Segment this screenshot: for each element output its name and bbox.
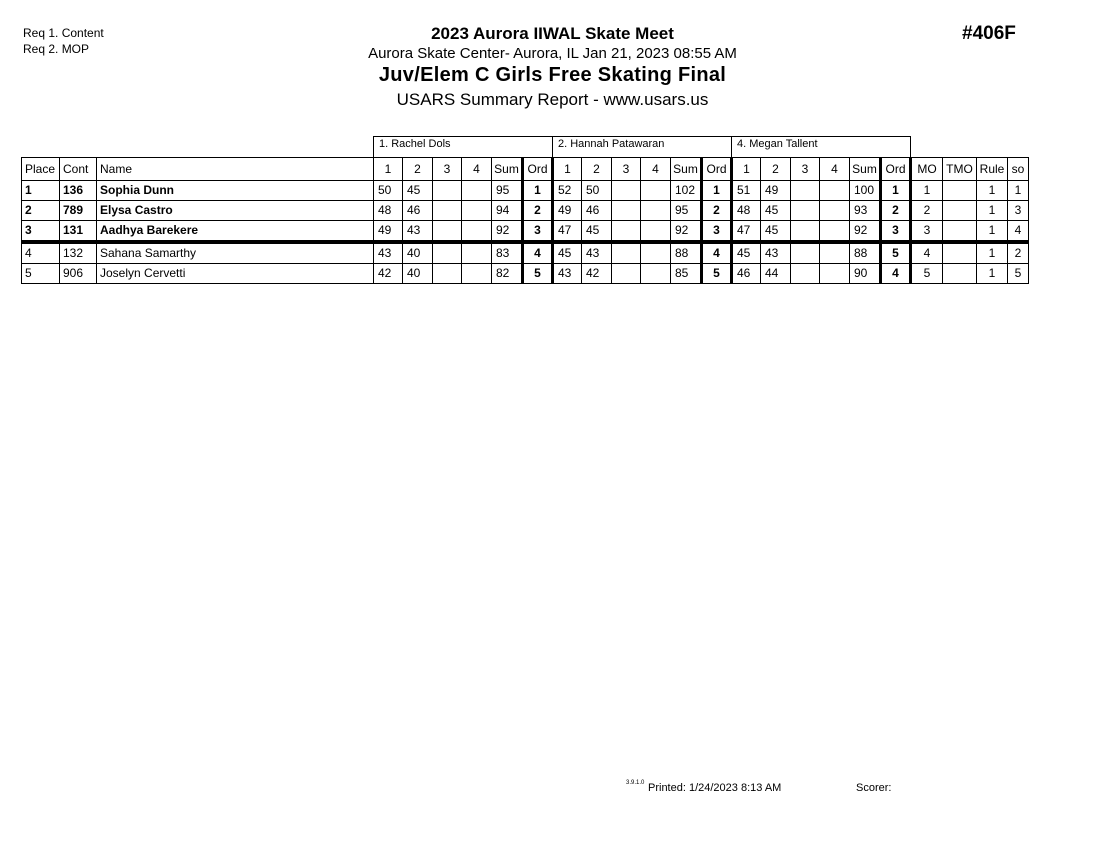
- judge-ordinal-cell: 4: [881, 264, 911, 284]
- col-so: so: [1008, 158, 1029, 181]
- judge-ordinal-cell: 1: [881, 181, 911, 201]
- judge-score-cell: [641, 242, 671, 264]
- report-title: USARS Summary Report - www.usars.us: [396, 90, 709, 109]
- event-number: #406F: [962, 23, 1016, 44]
- judge-score-cell: [791, 201, 820, 221]
- judge-score-cell: [820, 181, 850, 201]
- judge-ordinal-cell: 5: [881, 242, 911, 264]
- judge-ordinal-cell: 5: [523, 264, 553, 284]
- mo-cell: 2: [911, 201, 943, 221]
- judge-score-cell: 47: [732, 221, 761, 243]
- judge-score-cell: 45: [582, 221, 612, 243]
- judge-score-cell: [820, 264, 850, 284]
- tmo-cell: [943, 181, 977, 201]
- table-row: [22, 181, 1029, 201]
- judge-score-cell: 45: [761, 201, 791, 221]
- judge-score-cell: [433, 201, 462, 221]
- judge-score-cell: [612, 181, 641, 201]
- judge-score-cell: 45: [553, 242, 582, 264]
- judge-score-cell: 50: [582, 181, 612, 201]
- mo-cell: 5: [911, 264, 943, 284]
- col-j3-1: 1: [732, 158, 761, 181]
- judge-score-cell: [462, 221, 492, 243]
- judge-sum-cell: 82: [492, 264, 523, 284]
- rule-cell: 1: [977, 181, 1008, 201]
- col-cont: Cont: [60, 158, 97, 181]
- skater-name-cell: Sahana Samarthy: [97, 242, 374, 264]
- judge-1-name: 1. Rachel Dols: [374, 137, 553, 158]
- judge-ordinal-cell: 3: [523, 221, 553, 243]
- results-table: [21, 136, 1029, 284]
- judge-ordinal-cell: 2: [702, 201, 732, 221]
- col-rule: Rule: [977, 158, 1008, 181]
- judge-3-name: 4. Megan Tallent: [732, 137, 911, 158]
- skater-name-cell: Joselyn Cervetti: [97, 264, 374, 284]
- table-row: [22, 264, 1029, 284]
- judge-sum-cell: 92: [492, 221, 523, 243]
- judge-sum-cell: 85: [671, 264, 702, 284]
- judge-score-cell: [612, 221, 641, 243]
- judge-score-cell: 51: [732, 181, 761, 201]
- judge-score-cell: [641, 181, 671, 201]
- judge-score-cell: [791, 242, 820, 264]
- judge-score-cell: 48: [732, 201, 761, 221]
- software-version: 3.9.1.0: [626, 780, 645, 786]
- col-j2-ord: Ord: [702, 158, 732, 181]
- contestant-number-cell: 136: [60, 181, 97, 201]
- col-j3-sum: Sum: [850, 158, 881, 181]
- judge-score-cell: 46: [732, 264, 761, 284]
- table-row: [22, 201, 1029, 221]
- col-j2-3: 3: [612, 158, 641, 181]
- judge-sum-cell: 92: [850, 221, 881, 243]
- judge-score-cell: 50: [374, 181, 403, 201]
- judge-score-cell: [612, 264, 641, 284]
- place-cell: 5: [22, 264, 60, 284]
- place-cell: 4: [22, 242, 60, 264]
- venue-date: Aurora Skate Center- Aurora, IL Jan 21, 2023 08:55 AM: [368, 45, 737, 62]
- judge-sum-cell: 102: [671, 181, 702, 201]
- judge-score-cell: 44: [761, 264, 791, 284]
- col-name: Name: [97, 158, 374, 181]
- judge-score-cell: [462, 181, 492, 201]
- judge-sum-cell: 88: [671, 242, 702, 264]
- judge-score-cell: 46: [582, 201, 612, 221]
- col-j1-2: 2: [403, 158, 433, 181]
- col-j2-4: 4: [641, 158, 671, 181]
- requirement-1: Req 1. Content: [23, 26, 104, 40]
- requirement-2: Req 2. MOP: [23, 42, 90, 56]
- so-cell: 2: [1008, 242, 1029, 264]
- place-cell: 2: [22, 201, 60, 221]
- col-j2-sum: Sum: [671, 158, 702, 181]
- so-cell: 3: [1008, 201, 1029, 221]
- col-j3-3: 3: [791, 158, 820, 181]
- col-place: Place: [22, 158, 60, 181]
- judge-score-cell: 46: [403, 201, 433, 221]
- judge-ordinal-cell: 2: [881, 201, 911, 221]
- col-j1-4: 4: [462, 158, 492, 181]
- rule-cell: 1: [977, 201, 1008, 221]
- mo-cell: 4: [911, 242, 943, 264]
- judge-score-cell: 42: [374, 264, 403, 284]
- judge-score-cell: [641, 221, 671, 243]
- tmo-cell: [943, 201, 977, 221]
- so-cell: 5: [1008, 264, 1029, 284]
- judge-score-cell: [820, 201, 850, 221]
- judge-score-cell: 43: [582, 242, 612, 264]
- judge-2-name: 2. Hannah Patawaran: [553, 137, 732, 158]
- judge-ordinal-cell: 4: [702, 242, 732, 264]
- skater-name-cell: Aadhya Barekere: [97, 221, 374, 243]
- judge-score-cell: 43: [403, 221, 433, 243]
- mo-cell: 3: [911, 221, 943, 243]
- col-j3-ord: Ord: [881, 158, 911, 181]
- contestant-number-cell: 131: [60, 221, 97, 243]
- judge-score-cell: 48: [374, 201, 403, 221]
- judge-score-cell: 40: [403, 264, 433, 284]
- judge-score-cell: [641, 264, 671, 284]
- judge-sum-cell: 100: [850, 181, 881, 201]
- judge-sum-cell: 95: [671, 201, 702, 221]
- judge-score-cell: 45: [761, 221, 791, 243]
- judge-ordinal-cell: 3: [702, 221, 732, 243]
- judge-ordinal-cell: 1: [523, 181, 553, 201]
- table-row: [22, 242, 1029, 264]
- judge-score-cell: [612, 201, 641, 221]
- judge-score-cell: 43: [553, 264, 582, 284]
- printed-timestamp: Printed: 1/24/2023 8:13 AM: [648, 782, 782, 794]
- judge-sum-cell: 94: [492, 201, 523, 221]
- judge-score-cell: 52: [553, 181, 582, 201]
- judge-sum-cell: 83: [492, 242, 523, 264]
- judge-score-cell: 45: [732, 242, 761, 264]
- judge-sum-cell: 92: [671, 221, 702, 243]
- judge-sum-cell: 95: [492, 181, 523, 201]
- judge-ordinal-cell: 1: [702, 181, 732, 201]
- judge-score-cell: 43: [761, 242, 791, 264]
- judge-sum-cell: 88: [850, 242, 881, 264]
- contestant-number-cell: 132: [60, 242, 97, 264]
- judge-ordinal-cell: 5: [702, 264, 732, 284]
- meet-title: 2023 Aurora IIWAL Skate Meet: [431, 24, 674, 43]
- so-cell: 1: [1008, 181, 1029, 201]
- judge-score-cell: [820, 221, 850, 243]
- skater-name-cell: Elysa Castro: [97, 201, 374, 221]
- judge-score-cell: 43: [374, 242, 403, 264]
- judge-sum-cell: 93: [850, 201, 881, 221]
- tmo-cell: [943, 242, 977, 264]
- rule-cell: 1: [977, 264, 1008, 284]
- judge-score-cell: [820, 242, 850, 264]
- mo-cell: 1: [911, 181, 943, 201]
- judge-score-cell: 45: [403, 181, 433, 201]
- judge-score-cell: [791, 221, 820, 243]
- place-cell: 1: [22, 181, 60, 201]
- judge-score-cell: 49: [761, 181, 791, 201]
- judge-score-cell: 49: [553, 201, 582, 221]
- skater-name-cell: Sophia Dunn: [97, 181, 374, 201]
- judge-score-cell: [641, 201, 671, 221]
- judge-score-cell: [433, 242, 462, 264]
- contestant-number-cell: 906: [60, 264, 97, 284]
- judge-score-cell: [462, 242, 492, 264]
- judge-score-cell: [433, 264, 462, 284]
- rule-cell: 1: [977, 221, 1008, 243]
- judge-score-cell: [791, 264, 820, 284]
- rule-cell: 1: [977, 242, 1008, 264]
- col-j1-3: 3: [433, 158, 462, 181]
- col-tmo: TMO: [943, 158, 977, 181]
- judge-score-cell: [791, 181, 820, 201]
- judge-score-cell: [462, 264, 492, 284]
- judge-ordinal-cell: 4: [523, 242, 553, 264]
- judge-score-cell: [612, 242, 641, 264]
- col-j1-ord: Ord: [523, 158, 553, 181]
- judge-score-cell: [433, 221, 462, 243]
- judge-score-cell: 47: [553, 221, 582, 243]
- tmo-cell: [943, 221, 977, 243]
- judge-sum-cell: 90: [850, 264, 881, 284]
- judge-score-cell: [462, 201, 492, 221]
- event-title: Juv/Elem C Girls Free Skating Final: [378, 64, 727, 86]
- judge-score-cell: 42: [582, 264, 612, 284]
- col-j2-1: 1: [553, 158, 582, 181]
- col-j3-4: 4: [820, 158, 850, 181]
- scorer-label: Scorer:: [856, 782, 892, 794]
- judge-score-cell: 40: [403, 242, 433, 264]
- tmo-cell: [943, 264, 977, 284]
- col-j2-2: 2: [582, 158, 612, 181]
- col-j1-sum: Sum: [492, 158, 523, 181]
- col-j1-1: 1: [374, 158, 403, 181]
- col-j3-2: 2: [761, 158, 791, 181]
- col-mo: MO: [911, 158, 943, 181]
- contestant-number-cell: 789: [60, 201, 97, 221]
- judge-ordinal-cell: 3: [881, 221, 911, 243]
- table-row: [22, 221, 1029, 243]
- judge-score-cell: 49: [374, 221, 403, 243]
- so-cell: 4: [1008, 221, 1029, 243]
- place-cell: 3: [22, 221, 60, 243]
- judge-ordinal-cell: 2: [523, 201, 553, 221]
- judge-score-cell: [433, 181, 462, 201]
